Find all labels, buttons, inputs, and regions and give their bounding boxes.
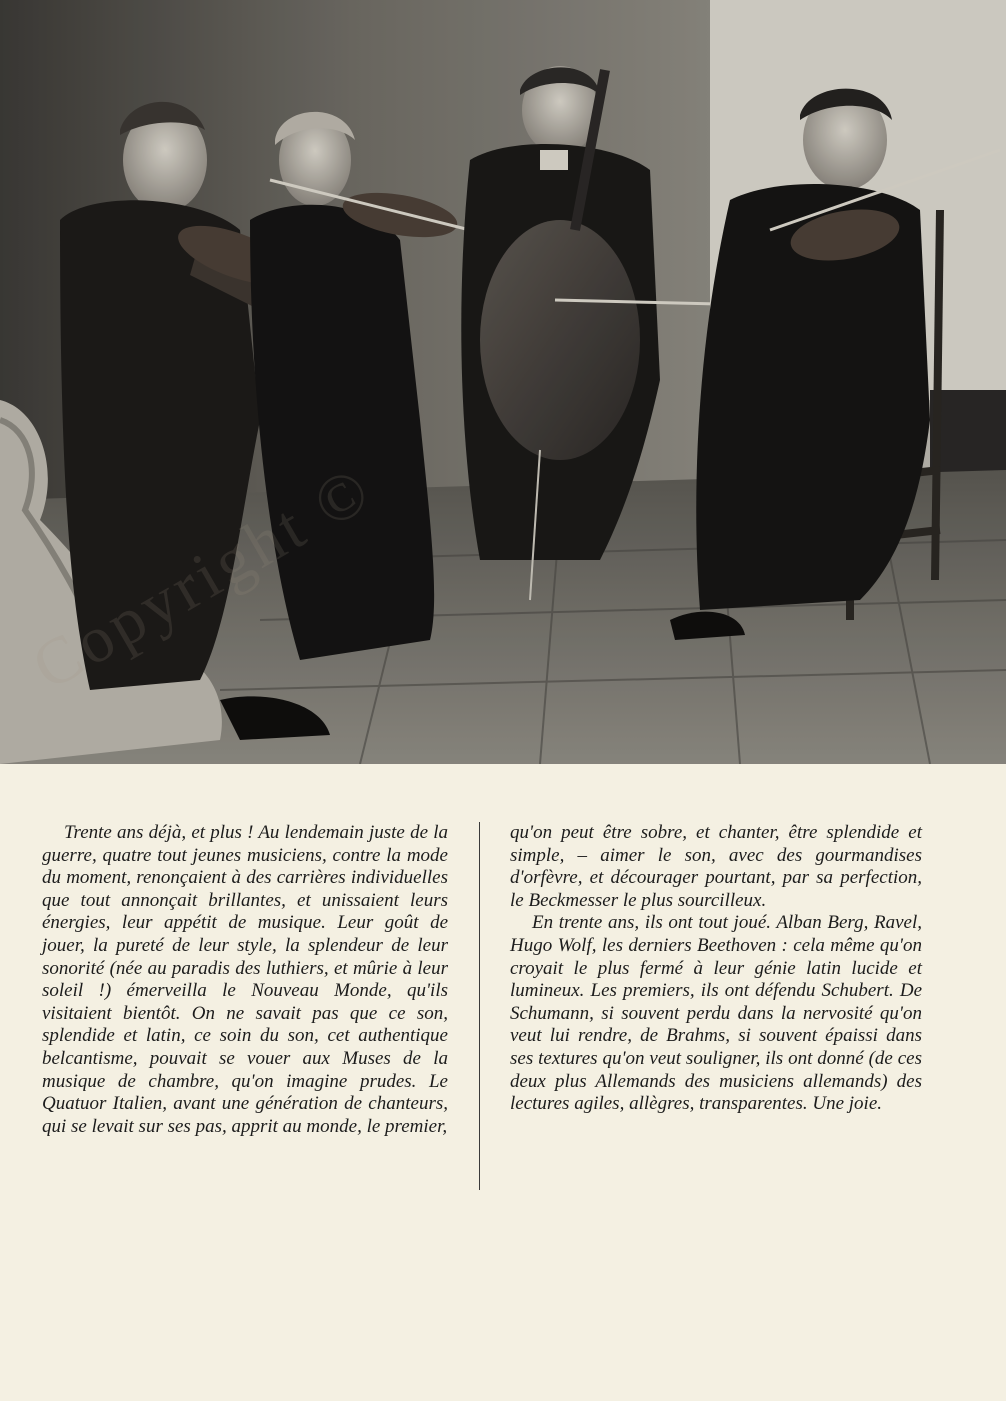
article-paragraph: qu'on peut être sobre, et chanter, être splendide et simple, – aimer le son, avec des gourmandises d'orfèvre, et décourager pourtant, par sa perfection, le Beckmesser le plus sourcilleux. (510, 822, 922, 911)
article-paragraph: En trente ans, ils ont tout joué. Alban Berg, Ravel, Hugo Wolf, les derniers Beethoven : cela même qu'on croyait le plus fermé à leur génie latin lucide et lumineux. Les premiers, ils ont défendu Schubert. De Schumann, si souvent perdu dans la nervosité qu'on veut lui rendre, de Brahms, si souvent épaissi dans ses textures qu'on veut souligner, ils ont donné (de ces deux plus Allemands des musiciens allemands) des lectures agiles, allègres, transparentes. Une joie. (510, 912, 922, 1115)
article-left-column (42, 822, 448, 1138)
article-paragraph: Trente ans déjà, et plus ! Au lendemain juste de la guerre, quatre tout jeunes musiciens, contre la mode du moment, renonçaient à des carrières individuelles que tout annonçait brillantes, et unissaient leurs énergies, leur appétit de musique. Leur goût de jouer, la pureté de leur style, la splendeur de leur sonorité (née au paradis des luthiers, et mûrie à leur soleil !) émerveilla le Nouveau Monde, qu'ils visitaient bientôt. On ne savait pas que ce son, splendide et latin, ce soin du son, cet authentique belcantisme, pouvait se vouer aux Muses de la musique de chambre, qu'on imagine prudes. Le Quatuor Italien, avant une génération de chanteurs, qui se levait sur ses pas, apprit au monde, le premier, (42, 822, 448, 1137)
column-divider (479, 822, 480, 1190)
article-right-column (510, 822, 922, 1116)
